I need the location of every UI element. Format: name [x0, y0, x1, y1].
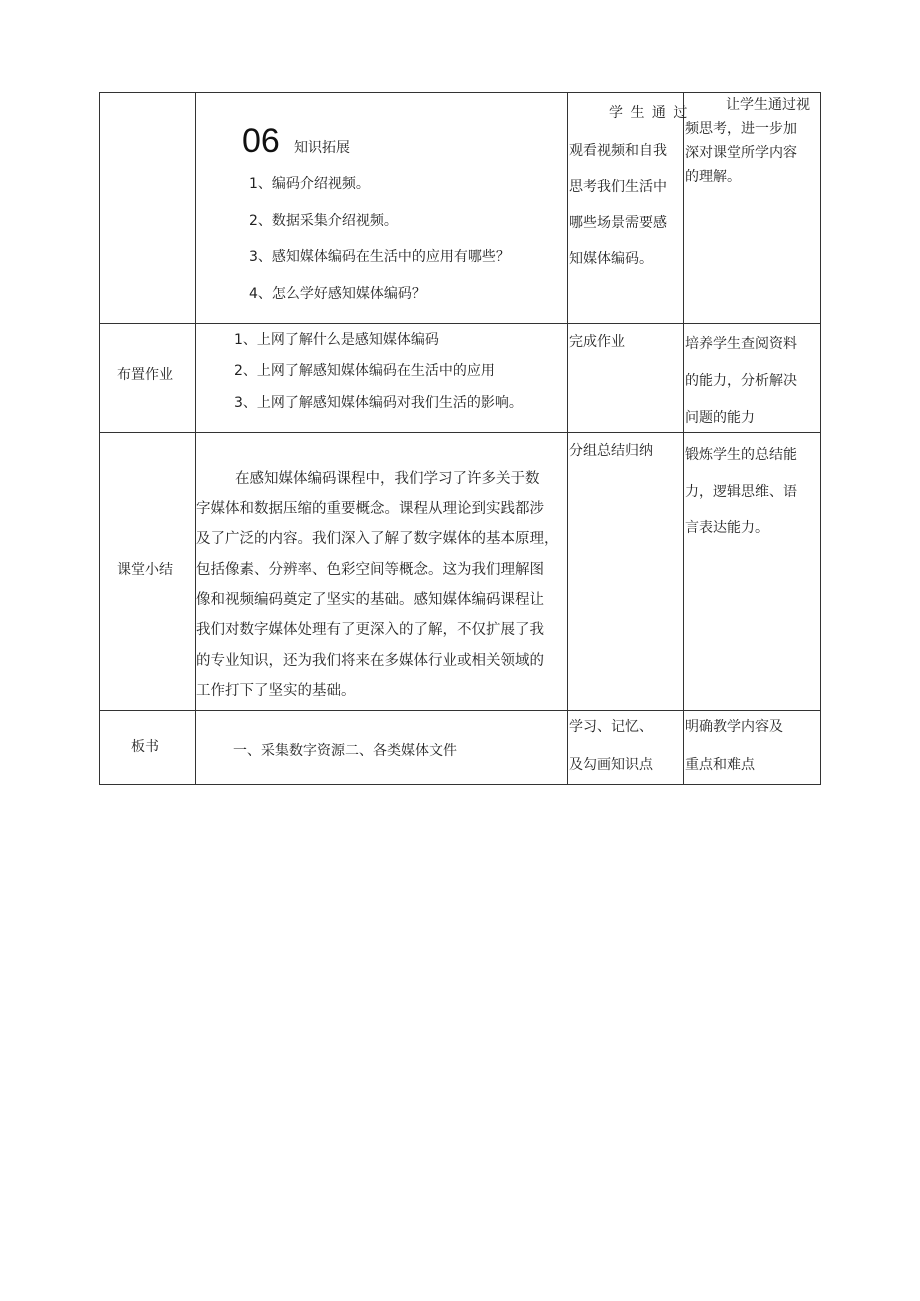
content-line: 3、感知媒体编码在生活中的应用有哪些？: [249, 249, 510, 265]
purpose-line: 重点和难点: [685, 757, 755, 773]
purpose-line: 深对课堂所学内容: [685, 145, 797, 161]
section-number: 06: [242, 122, 280, 160]
row-divider-3: [99, 710, 821, 711]
student-activity-line: 完成作业: [569, 334, 625, 350]
student-activity-line: 思考我们生活中: [569, 179, 667, 195]
student-activity-line: 及勾画知识点: [569, 757, 653, 773]
table-border-bottom: [99, 784, 821, 785]
summary-line: 工作打下了坚实的基础。: [196, 683, 356, 699]
student-activity-line: 分组总结归纳: [569, 443, 653, 459]
purpose-line: 问题的能力: [685, 410, 755, 426]
column-divider-3: [683, 92, 684, 785]
purpose-line: 的能力，分析解决: [685, 373, 797, 389]
summary-line: 包括像素、分辨率、色彩空间等概念。这为我们理解图: [196, 562, 544, 578]
section-title: 知识拓展: [294, 140, 350, 156]
summary-line: 字媒体和数据压缩的重要概念。课程从理论到实践都涉: [196, 501, 544, 517]
purpose-line: 明确教学内容及: [685, 719, 783, 735]
purpose-line: 频思考，进一步加: [685, 121, 797, 137]
row-label: 板书: [131, 739, 159, 755]
content-line: 2、上网了解感知媒体编码在生活中的应用: [234, 363, 495, 379]
row-divider-2: [99, 432, 821, 433]
row-divider-1: [99, 323, 821, 324]
content-line: 一、采集数字资源二、各类媒体文件: [233, 743, 457, 759]
student-activity-line: 学习、记忆、: [569, 719, 653, 735]
content-line: 4、怎么学好感知媒体编码？: [249, 286, 426, 302]
purpose-line: 的理解。: [685, 169, 741, 185]
content-line: 1、上网了解什么是感知媒体编码: [234, 332, 439, 348]
student-activity-line: 哪些场景需要感: [569, 215, 667, 231]
table-border-right: [820, 92, 821, 785]
column-divider-2: [567, 92, 568, 785]
purpose-line: 力，逻辑思维、语: [685, 484, 797, 500]
purpose-line: 让学生通过视: [726, 97, 810, 113]
purpose-line: 培养学生查阅资料: [685, 336, 797, 352]
summary-line: 我们对数字媒体处理有了更深入的了解，不仅扩展了我: [196, 622, 544, 638]
table-border-left: [99, 92, 100, 785]
content-line: 3、上网了解感知媒体编码对我们生活的影响。: [234, 395, 523, 411]
content-line: 2、数据采集介绍视频。: [249, 213, 398, 229]
row-label: 布置作业: [117, 367, 173, 383]
student-activity-line: 观看视频和自我: [569, 143, 667, 159]
summary-line: 及了广泛的内容。我们深入了解了数字媒体的基本原理，: [196, 531, 559, 547]
table-border-top: [99, 92, 821, 93]
content-line: 1、编码介绍视频。: [249, 176, 370, 192]
purpose-line: 言表达能力。: [685, 520, 769, 536]
summary-line: 在感知媒体编码课程中，我们学习了许多关于数: [235, 471, 540, 487]
summary-line: 像和视频编码奠定了坚实的基础。感知媒体编码课程让: [196, 592, 544, 608]
summary-line: 的专业知识，还为我们将来在多媒体行业或相关领域的: [196, 653, 544, 669]
student-activity-line: 学 生 通 过: [609, 105, 689, 121]
row-label: 课堂小结: [117, 562, 173, 578]
purpose-line: 锻炼学生的总结能: [685, 447, 797, 463]
student-activity-line: 知媒体编码。: [569, 251, 653, 267]
